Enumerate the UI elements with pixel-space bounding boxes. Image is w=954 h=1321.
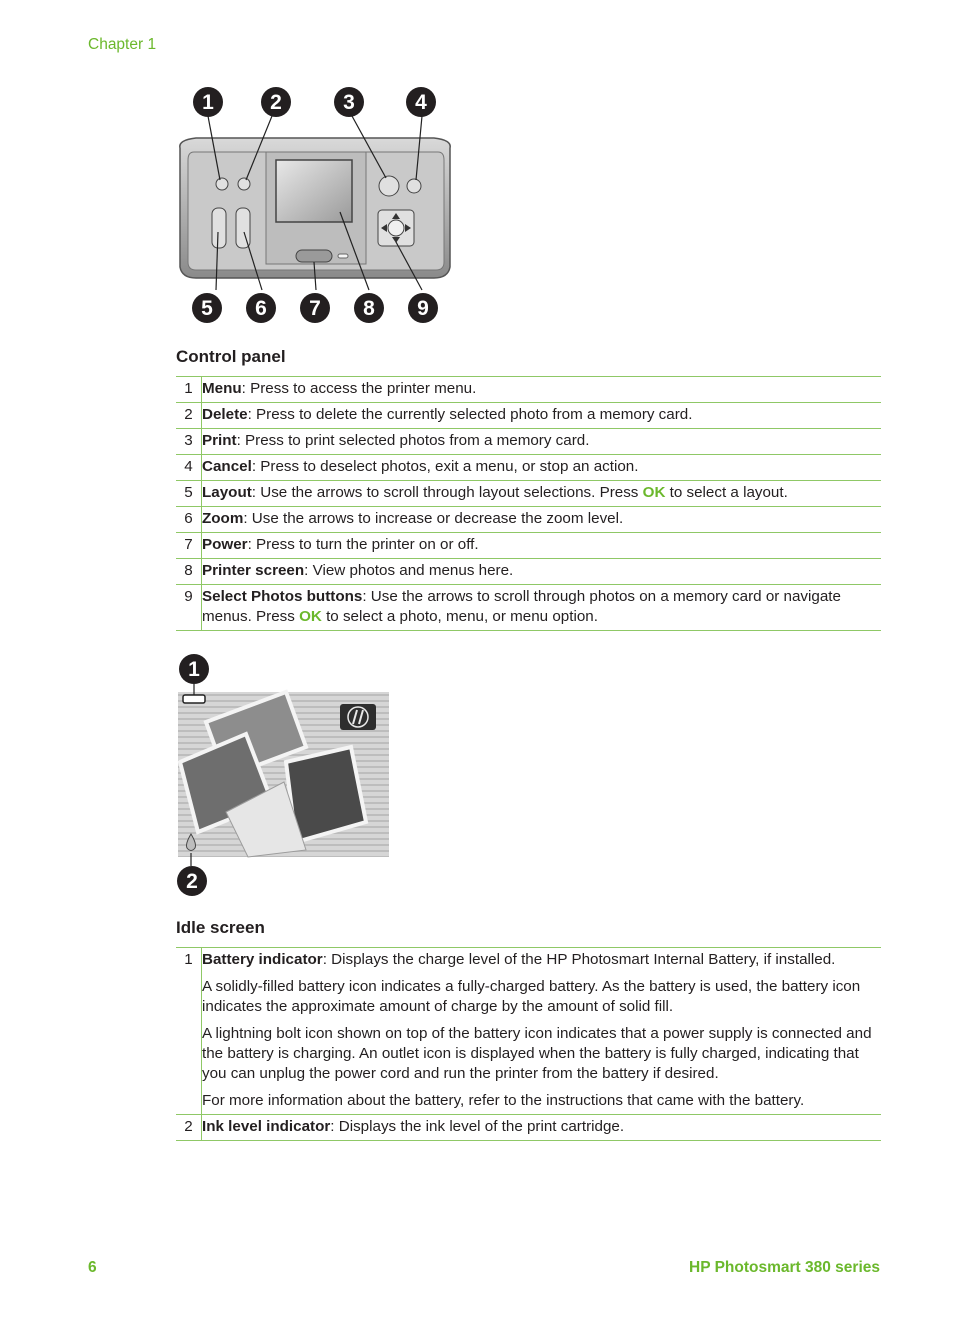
table-row — [176, 585, 881, 631]
row-number: 9 — [176, 585, 202, 631]
row-number: 6 — [176, 507, 202, 533]
select-photos-pad — [378, 210, 414, 246]
row-description: Delete: Press to delete the currently selected photo from a memory card. — [202, 403, 882, 429]
battery-paragraph: A lightning bolt icon shown on top of the battery icon indicates that a power supply is connected and the battery is charging. An outlet icon is displayed when the battery is fully charged, indicating that you can unplug the power cord and run the printer from the battery if desired. — [202, 1025, 872, 1082]
idle-screen-figure — [176, 652, 390, 898]
row-description: Cancel: Press to deselect photos, exit a menu, or stop an action. — [202, 455, 882, 481]
hp-logo — [340, 704, 376, 730]
svg-text:7: 7 — [309, 297, 321, 320]
control-panel-table — [176, 376, 881, 631]
svg-text:5: 5 — [201, 297, 213, 320]
callout-idle-2 — [177, 866, 207, 896]
svg-text:9: 9 — [417, 297, 429, 320]
callout-top-3 — [334, 87, 364, 117]
row-description: Menu: Press to access the printer menu. — [202, 377, 882, 403]
table-row — [176, 1115, 881, 1141]
menu-button — [216, 178, 228, 190]
callout-top-1 — [193, 87, 223, 117]
layout-rocker — [212, 208, 226, 248]
row-number: 7 — [176, 533, 202, 559]
svg-text:2: 2 — [270, 91, 282, 114]
table-row — [176, 429, 881, 455]
callout-bottom-6 — [246, 293, 276, 323]
power-button — [296, 250, 332, 262]
callout-bottom-9 — [408, 293, 438, 323]
callout-top-2 — [261, 87, 291, 117]
svg-text:2: 2 — [186, 870, 198, 893]
row-number: 3 — [176, 429, 202, 455]
svg-text:3: 3 — [343, 91, 355, 114]
svg-text:1: 1 — [202, 91, 214, 114]
row-description: Select Photos buttons: Use the arrows to scroll through photos on a memory card or navigate menus. Press OK to select a photo, menu, or menu option. — [202, 585, 882, 631]
row-number: 2 — [176, 403, 202, 429]
table-row — [176, 559, 881, 585]
row-number: 5 — [176, 481, 202, 507]
svg-text:4: 4 — [415, 91, 427, 114]
table-row — [176, 948, 881, 1115]
svg-text:6: 6 — [255, 297, 267, 320]
zoom-rocker — [236, 208, 250, 248]
control-panel-heading: Control panel — [176, 347, 286, 366]
row-description: Layout: Use the arrows to scroll through layout selections. Press OK to select a layout. — [202, 481, 882, 507]
battery-paragraph: A solidly-filled battery icon indicates a fully-charged battery. As the battery is used, the battery icon indicates the approximate amount of charge by the amount of solid fill. — [202, 978, 861, 1015]
table-row — [176, 481, 881, 507]
battery-icon — [183, 695, 205, 703]
svg-text:8: 8 — [363, 297, 375, 320]
row-number: 4 — [176, 455, 202, 481]
row-description: Ink level indicator: Displays the ink level of the print cartridge. — [202, 1115, 882, 1141]
row-number: 1 — [176, 948, 202, 1115]
idle-screen-table — [176, 947, 881, 1141]
callout-top-4 — [406, 87, 436, 117]
control-panel-figure — [176, 82, 456, 330]
row-description: Battery indicator: Displays the charge level of the HP Photosmart Internal Battery, if installed. A solidly-filled battery icon indicates a fully-charged battery. As the battery is used, the battery icon indicates the approximate amount of charge by the amount of solid fill. A lightning bolt icon shown on top of the battery icon indicates that a power supply is connected and the battery is charging. An outlet icon is displayed when the battery is fully charged, indicating that you can unplug the power cord and run the printer from the battery if desired. For more information about the battery, refer to the instructions that came with the battery. — [202, 948, 882, 1115]
chapter-label: Chapter 1 — [88, 36, 157, 53]
table-row — [176, 455, 881, 481]
table-row — [176, 403, 881, 429]
row-description: Power: Press to turn the printer on or off. — [202, 533, 882, 559]
table-row — [176, 507, 881, 533]
row-description: Printer screen: View photos and menus here. — [202, 559, 882, 585]
row-number: 1 — [176, 377, 202, 403]
row-description: Zoom: Use the arrows to increase or decrease the zoom level. — [202, 507, 882, 533]
row-number: 2 — [176, 1115, 202, 1141]
table-row — [176, 533, 881, 559]
callout-idle-1 — [179, 654, 209, 684]
power-light — [338, 254, 348, 258]
callout-bottom-7 — [300, 293, 330, 323]
delete-button — [238, 178, 250, 190]
product-name: HP Photosmart 380 series — [689, 1259, 880, 1276]
callout-bottom-8 — [354, 293, 384, 323]
table-row — [176, 377, 881, 403]
print-button — [379, 176, 399, 196]
row-description: Print: Press to print selected photos from a memory card. — [202, 429, 882, 455]
svg-text:1: 1 — [188, 658, 200, 681]
callout-bottom-5 — [192, 293, 222, 323]
cancel-button — [407, 179, 421, 193]
row-number: 8 — [176, 559, 202, 585]
idle-screen-heading: Idle screen — [176, 918, 265, 937]
page-number: 6 — [88, 1259, 97, 1276]
battery-paragraph: For more information about the battery, refer to the instructions that came with the battery. — [202, 1092, 805, 1109]
